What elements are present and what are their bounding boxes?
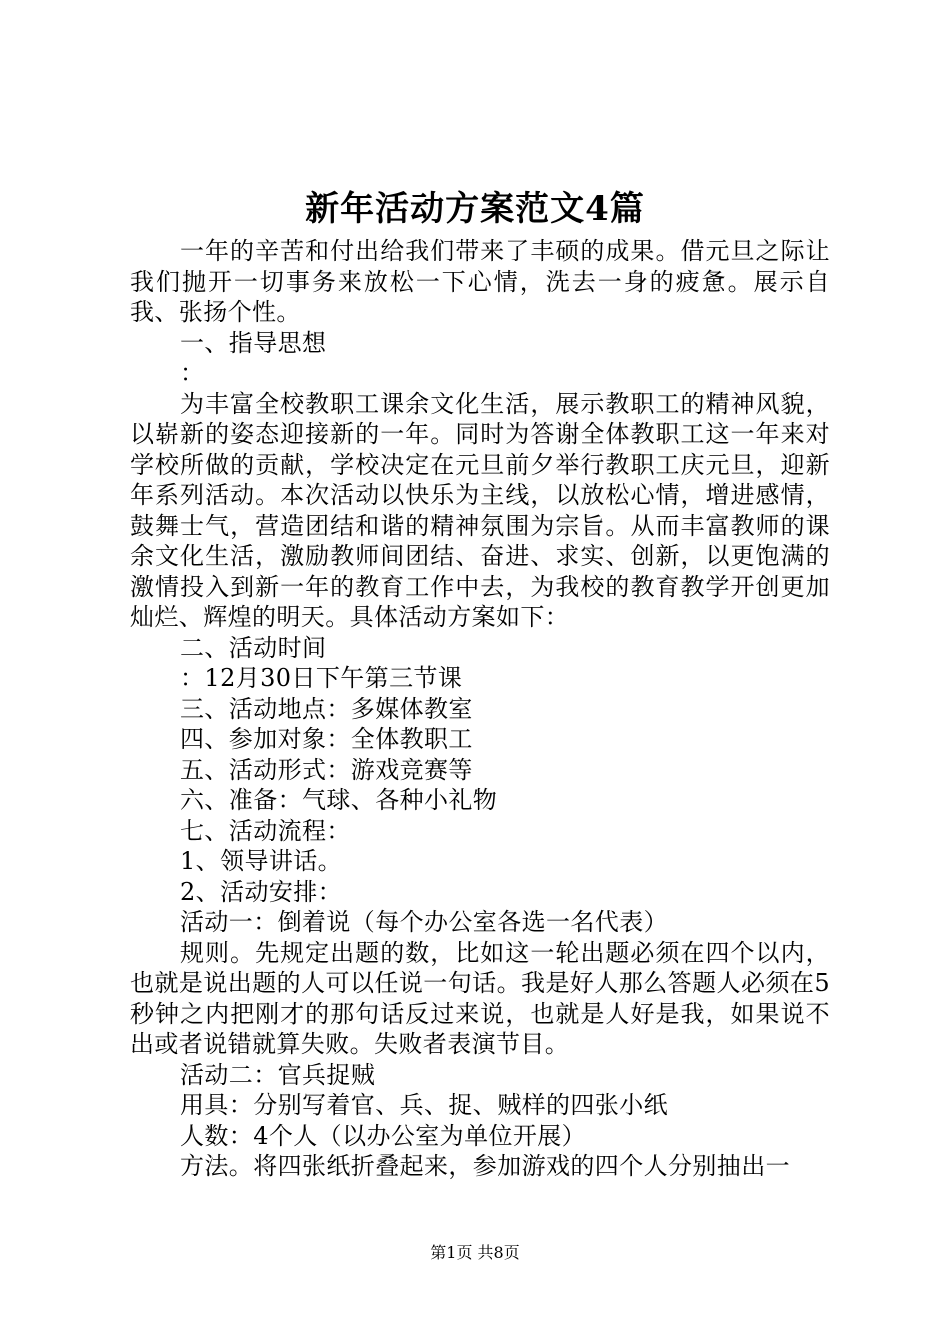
time-line: ：12月30日下午第三节课 [180,664,463,692]
section-heading: 二、活动时间 [180,633,327,662]
section-heading: 六、准备：气球、各种小礼物 [180,786,498,814]
document-body [130,236,830,1182]
list-item: 2、活动安排： [180,877,343,906]
section-heading: 三、活动地点：多媒体教室 [180,694,473,723]
tools-line: 用具：分别写着官、兵、捉、贼样的四张小纸 [180,1091,668,1119]
activity-heading: 活动二：官兵捉贼 [180,1060,376,1089]
activity-heading: 活动一：倒着说（每个办公室各选一名代表） [180,908,668,936]
people-line: 人数：4个人（以办公室为单位开展） [180,1121,587,1150]
intro-paragraph: 一年的辛苦和付出给我们带来了丰硕的成果。借元旦之际让我们抛开一切事务来放松一下心情，洗去一身的疲惫。展示自我、张扬个性。 [130,237,830,326]
section-heading: 五、活动形式：游戏竞赛等 [180,755,473,784]
method-paragraph: 方法。将四张纸折叠起来，参加游戏的四个人分别抽出一 [180,1152,790,1180]
section-heading: 四、参加对象：全体教职工 [180,725,473,753]
list-item: 1、领导讲话。 [180,847,343,875]
document-title: 新年活动方案范文4篇 [305,189,645,229]
page-footer: 第1页 共8页 [430,1243,520,1262]
section-heading: 七、活动流程： [180,816,351,845]
rules-paragraph: 规则。先规定出题的数，比如这一轮出题必须在四个以内，也就是说出题的人可以任说一句话。我是好人那么答题人必须在5秒钟之内把刚才的那句话反过来说，也就是人好是我，如果说不出或者说错就算失败。失败者表演节目。 [130,938,830,1058]
section-heading: 一、指导思想 [180,328,327,357]
guiding-paragraph: 为丰富全校教职工课余文化生活，展示教职工的精神风貌，以崭新的姿态迎接新的一年。同时为答谢全体教职工这一年来对学校所做的贡献，学校决定在元旦前夕举行教职工庆元旦，迎新年系列活动。本次活动以快乐为主线，以放松心情，增进感情，鼓舞士气，营造团结和谐的精神氛围为宗旨。从而丰富教师的课余文化生活，激励教师间团结、奋进、求实、创新，以更饱满的激情投入到新一年的教育工作中去，为我校的教育教学开创更加灿烂、辉煌的明天。具体活动方案如下： [130,389,830,631]
colon-line: ： [180,359,205,387]
